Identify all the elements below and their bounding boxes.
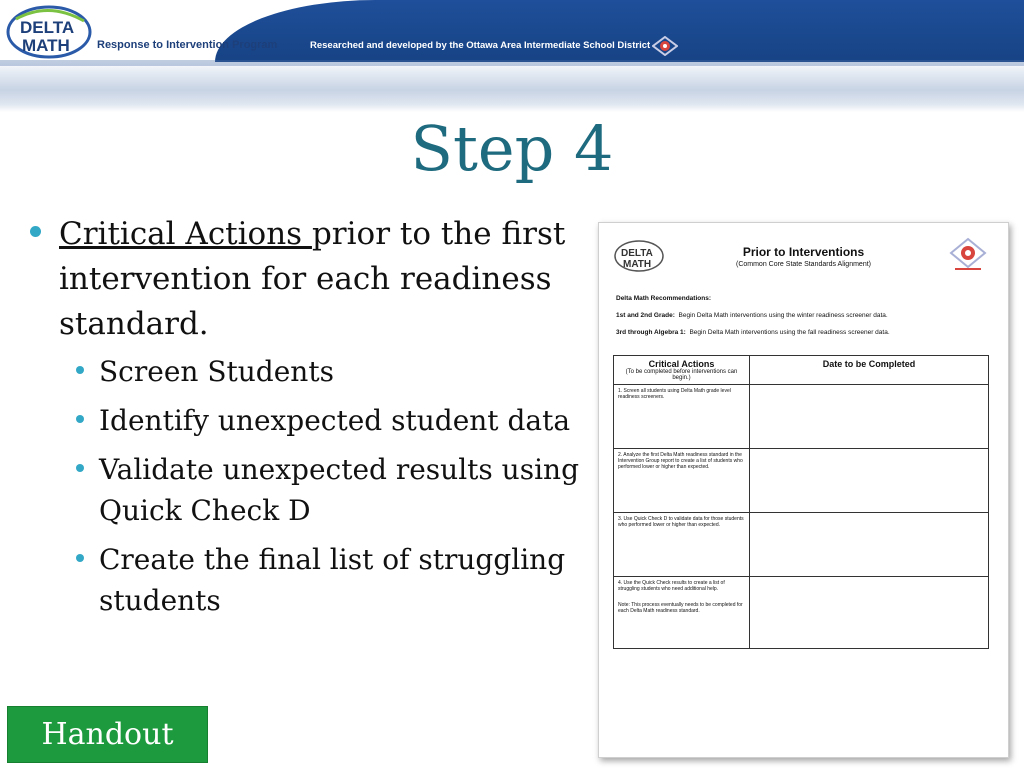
doc-rec-1 [616,312,888,319]
col-critical-actions-label: Critical Actions [648,359,715,369]
sub-bullet [30,539,585,621]
table-row [614,449,989,513]
col-critical-actions [614,356,750,385]
table-cell-date [750,577,989,649]
table-cell-date [750,449,989,513]
table-header-row [614,356,989,385]
doc-rec-2-text: Begin Delta Math interventions using the fall readiness screener data. [689,329,890,336]
table-cell-action [614,577,750,649]
table-row [614,385,989,449]
critical-actions-table [613,355,989,649]
oaisd-logo-icon [652,36,678,56]
program-name: Response to Intervention Program [97,39,278,51]
sub-bullet [30,400,585,441]
svg-text:DELTA: DELTA [621,248,653,259]
main-bullet-text: prior to the first intervention for each readiness standard. [59,216,566,342]
col-critical-actions-sub: (To be completed before interventions can begin.) [625,369,738,381]
sub-bullet [30,351,585,392]
critical-actions-link-text: Critical Actions [59,216,312,252]
oaisd-doc-logo-icon [949,237,987,273]
doc-title: Prior to Interventions [742,245,865,259]
research-credit: Researched and developed by the Ottawa Area Intermediate School District [310,40,651,51]
sub-bullet-list [30,351,585,621]
doc-rec-2 [616,329,890,336]
bullet-dot-icon [30,226,41,237]
col-date: Date to be Completed [750,356,989,385]
slide-title: Step 4 [410,112,614,185]
doc-rec-1-text: Begin Delta Math interventions using the winter readiness screener data. [678,312,888,319]
table-cell-date [750,385,989,449]
sub-bullet-text: Create the final list of struggling students [99,543,566,617]
delta-math-logo [6,5,92,59]
doc-recommendations-heading: Delta Math Recommendations: [616,295,711,302]
sub-bullet-dot-icon [76,366,84,374]
table-cell-action: 1. Screen all students using Delta Math grade level readiness screeners. [614,385,750,449]
sub-bullet [30,449,585,531]
banner-divider [0,60,1024,66]
handout-document-image[interactable] [598,222,1009,758]
header-banner [0,0,1024,112]
sub-bullet-dot-icon [76,415,84,423]
table-cell-action: 2. Analyze the first Delta Math readiness standard in the Intervention Group report to create a list of students who performed lower or higher than expected. [614,449,750,513]
svg-text:MATH: MATH [22,36,70,55]
sub-bullet-dot-icon [76,464,84,472]
table-row [614,513,989,577]
handout-button[interactable]: Handout [7,706,208,763]
banner-blue-band [215,0,1024,62]
main-bullet [30,212,585,347]
sub-bullet-text: Validate unexpected results using Quick Check D [99,453,579,527]
doc-subtitle: (Common Core State Standards Alignment) [735,261,871,268]
table-cell-date [750,513,989,577]
doc-rec-2-label: 3rd through Algebra 1: [616,329,686,336]
table-note: Note: This process eventually needs to be completed for each Delta Math readiness standard. [618,602,743,614]
table-row [614,577,989,649]
svg-text:DELTA: DELTA [20,18,75,37]
table-cell-action-text: 4. Use the Quick Check results to create a list of struggling students who need additional help. [618,580,725,592]
doc-rec-1-label: 1st and 2nd Grade: [616,312,675,319]
bullet-list [30,212,585,629]
sub-bullet-text: Identify unexpected student data [99,404,571,437]
svg-text:MATH: MATH [623,259,652,270]
sub-bullet-text: Screen Students [99,355,334,388]
table-cell-action: 3. Use Quick Check D to validate data for those students who performed lower or higher than expected. [614,513,750,577]
sub-bullet-dot-icon [76,554,84,562]
